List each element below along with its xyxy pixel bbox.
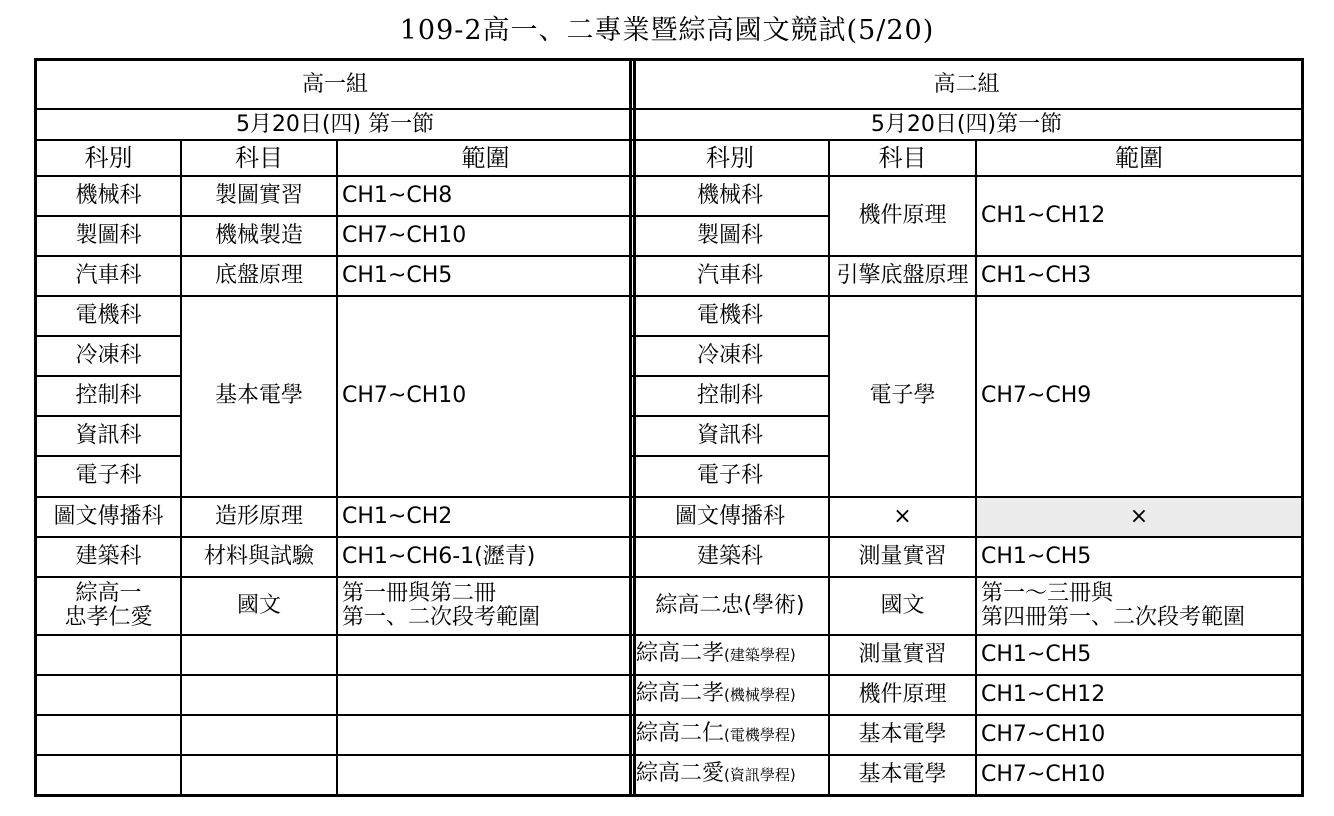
grade2-schedule-table — [630, 59, 1301, 796]
table-row — [36, 216, 634, 256]
dept-cell: 機械科 — [36, 176, 181, 216]
table-row — [631, 755, 1302, 795]
range-cell: × — [976, 497, 1302, 537]
grade2-col-range: 範圍 — [976, 140, 1302, 176]
dept-cell — [36, 577, 181, 635]
dept-cell: 機械科 — [631, 176, 829, 216]
subject-cell: 機械製造 — [181, 216, 337, 256]
empty-cell — [181, 755, 337, 795]
table-row — [631, 176, 1302, 216]
dept-cell: 建築科 — [631, 537, 829, 577]
dept-cell — [631, 715, 829, 755]
subject-cell: 製圖實習 — [181, 176, 337, 216]
range-cell: CH1~CH5 — [337, 256, 634, 296]
grade1-col-dept: 科別 — [36, 140, 181, 176]
dept-program: (電機學程) — [724, 726, 796, 745]
subject-cell: 國文 — [829, 577, 976, 635]
empty-cell — [181, 675, 337, 715]
table-row — [631, 256, 1302, 296]
dept-cell: 綜高二忠(學術) — [631, 577, 829, 635]
dept-cell: 控制科 — [36, 376, 181, 416]
dept-cell: 汽車科 — [36, 256, 181, 296]
table-row — [631, 675, 1302, 715]
range-line: 第四冊第一、二次段考範圍 — [981, 604, 1246, 630]
dept-main: 綜高二仁 — [636, 721, 725, 747]
subject-cell: 機件原理 — [829, 176, 976, 256]
grade1-schedule-table — [35, 59, 633, 796]
dept-cell: 電子科 — [36, 456, 181, 496]
grade1-col-range: 範圍 — [337, 140, 634, 176]
table-row — [631, 577, 1302, 635]
dept-cell: 電機科 — [631, 296, 829, 336]
range-cell: CH7~CH9 — [976, 296, 1302, 496]
subject-cell: 造形原理 — [181, 497, 337, 537]
subject-cell: 基本電學 — [181, 296, 337, 496]
dept-cell: 資訊科 — [631, 416, 829, 456]
range-cell: CH7~CH10 — [976, 715, 1302, 755]
dept-line: 綜高一 — [75, 580, 142, 606]
range-cell: CH1~CH5 — [976, 635, 1302, 675]
empty-cell — [36, 675, 181, 715]
empty-cell — [36, 755, 181, 795]
dept-cell: 電子科 — [631, 456, 829, 496]
subject-cell: 國文 — [181, 577, 337, 635]
subject-cell: 底盤原理 — [181, 256, 337, 296]
grade2-group-header: 高二組 — [631, 60, 1302, 109]
dept-main: 綜高二愛 — [636, 761, 725, 787]
table-row — [36, 176, 634, 216]
subject-cell: 測量實習 — [829, 635, 976, 675]
range-cell: CH1~CH8 — [337, 176, 634, 216]
range-cell: CH1~CH6-1(瀝青) — [337, 537, 634, 577]
empty-row — [36, 715, 634, 755]
table-row — [36, 497, 634, 537]
dept-cell — [631, 755, 829, 795]
dept-line: 忠孝仁愛 — [64, 604, 153, 630]
dept-cell: 製圖科 — [36, 216, 181, 256]
dept-cell — [631, 675, 829, 715]
page-title: 109-2高一、二專業暨綜高國文競試(5/20) — [399, 15, 935, 46]
dept-cell: 資訊科 — [36, 416, 181, 456]
empty-cell — [36, 715, 181, 755]
dept-cell: 製圖科 — [631, 216, 829, 256]
empty-cell — [181, 635, 337, 675]
range-cell: CH7~CH10 — [337, 216, 634, 256]
dept-program: (資訊學程) — [724, 766, 796, 785]
range-cell: CH1~CH12 — [976, 176, 1302, 256]
range-cell — [337, 577, 634, 635]
dept-cell: 冷凍科 — [36, 336, 181, 376]
table-row — [631, 537, 1302, 577]
empty-cell — [337, 715, 634, 755]
empty-cell — [181, 715, 337, 755]
grade1-session: 5月20日(四) 第一節 — [36, 109, 634, 140]
table-row — [631, 635, 1302, 675]
subject-cell: 基本電學 — [829, 715, 976, 755]
range-line: 第一冊與第二冊 — [342, 580, 497, 606]
range-cell: CH7~CH10 — [976, 755, 1302, 795]
grade2-col-subject: 科目 — [829, 140, 976, 176]
subject-cell: 材料與試驗 — [181, 537, 337, 577]
empty-cell — [36, 635, 181, 675]
dept-cell: 冷凍科 — [631, 336, 829, 376]
subject-cell: 電子學 — [829, 296, 976, 496]
table-row — [36, 296, 634, 336]
dept-cell: 電機科 — [36, 296, 181, 336]
dept-cell: 圖文傳播科 — [631, 497, 829, 537]
range-cell — [976, 577, 1302, 635]
subject-cell: 引擎底盤原理 — [829, 256, 976, 296]
grade2-session: 5月20日(四)第一節 — [631, 109, 1302, 140]
dept-cell: 汽車科 — [631, 256, 829, 296]
dept-main: 綜高二孝 — [636, 641, 725, 667]
empty-cell — [337, 675, 634, 715]
range-cell: CH1~CH3 — [976, 256, 1302, 296]
grade1-group-header: 高一組 — [36, 60, 634, 109]
subject-cell: × — [829, 497, 976, 537]
empty-cell — [337, 635, 634, 675]
dept-cell — [631, 635, 829, 675]
subject-cell: 機件原理 — [829, 675, 976, 715]
range-cell: CH7~CH10 — [337, 296, 634, 496]
table-row — [36, 256, 634, 296]
table-row — [36, 577, 634, 635]
range-cell: CH1~CH5 — [976, 537, 1302, 577]
dept-cell: 建築科 — [36, 537, 181, 577]
table-row — [631, 296, 1302, 336]
dept-cell: 圖文傳播科 — [36, 497, 181, 537]
subject-cell: 測量實習 — [829, 537, 976, 577]
empty-row — [36, 675, 634, 715]
grade2-col-dept: 科別 — [631, 140, 829, 176]
table-row — [631, 715, 1302, 755]
range-line: 第一、二次段考範圍 — [342, 604, 541, 630]
empty-row — [36, 635, 634, 675]
table-row — [631, 497, 1302, 537]
dept-program: (機械學程) — [724, 686, 796, 705]
grade1-col-subject: 科目 — [181, 140, 337, 176]
dept-program: (建築學程) — [724, 646, 796, 665]
dept-main: 綜高二孝 — [636, 681, 725, 707]
dept-cell: 控制科 — [631, 376, 829, 416]
empty-row — [36, 755, 634, 795]
range-cell: CH1~CH2 — [337, 497, 634, 537]
range-line: 第一～三冊與 — [981, 580, 1114, 606]
range-cell: CH1~CH12 — [976, 675, 1302, 715]
empty-cell — [337, 755, 634, 795]
table-row — [36, 537, 634, 577]
subject-cell: 基本電學 — [829, 755, 976, 795]
